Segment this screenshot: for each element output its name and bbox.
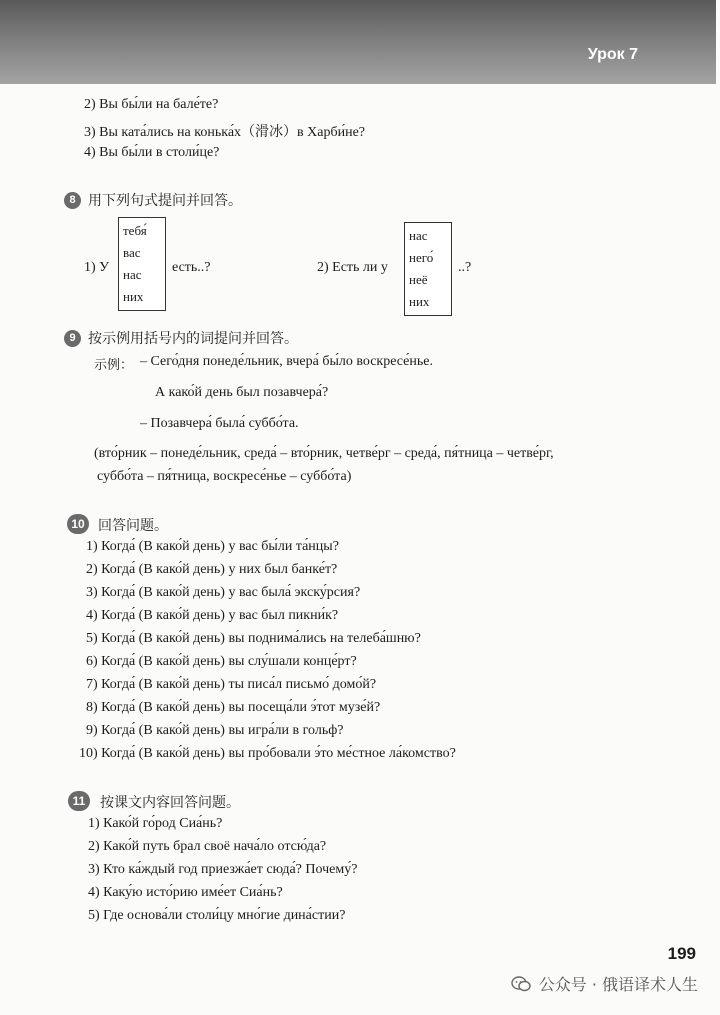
example-line: – Позавчера́ была́ суббо́та. [140,416,299,431]
list-item: 4) Когда́ (В како́й день) у вас был пикни́к? [86,608,339,623]
exercise-11-title: 按课文内容回答问题。 [100,795,240,811]
list-item: 2) Вы бы́ли на бале́те? [84,97,219,112]
list-item: 1) Когда́ (В како́й день) у вас бы́ли та́нцы? [86,539,339,554]
list-item: 3) Вы ката́лись на конька́х（滑冰）в Харби́не? [84,125,365,140]
list-item: 5) Где основа́ли столи́цу мно́гие дина́стии? [88,908,346,923]
list-item: 9) Когда́ (В како́й день) вы игра́ли в гольф? [86,723,344,738]
option: них [123,289,144,304]
list-item: 1) Како́й го́род Сиа́нь? [88,816,223,831]
example-label: 示例： [94,358,134,373]
list-item: 2) Когда́ (В како́й день) у них был банке́т? [86,562,338,577]
exercise-8-title: 用下列句式提问并回答。 [88,193,242,209]
word-pairs-line: (вто́рник – понеде́льник, среда́ – вто́рник, четве́рг – среда́, пя́тница – четве́рг, [94,446,554,461]
ex8-part1-prefix: 1) У [84,260,110,275]
list-item: 7) Когда́ (В како́й день) ты писа́л письмо́ домо́й? [86,677,377,692]
list-item: 8) Когда́ (В како́й день) вы посеща́ли э́тот музе́й? [86,700,381,715]
ex8-part2-options-box [404,222,452,316]
word-pairs-line: суббо́та – пя́тница, воскресе́нье – суббо́та) [97,469,352,484]
option: них [409,294,430,309]
page-number: 199 [667,944,696,963]
exercise-10-badge: 10 [67,514,89,534]
option: него́ [409,250,434,265]
option: нас [409,228,428,243]
ex8-part1-options-box [118,217,166,311]
exercise-9-title: 按示例用括号内的词提问并回答。 [88,331,298,347]
list-item: 3) Когда́ (В како́й день) у вас была́ экску́рсия? [86,585,361,600]
option: тебя́ [123,223,147,238]
exercise-8-badge: 8 [64,192,81,209]
list-item: 6) Когда́ (В како́й день) вы слу́шали конце́рт? [86,654,357,669]
ex8-part2-suffix: ..? [458,260,472,275]
exercise-9-badge: 9 [64,330,81,347]
list-item: 2) Како́й путь брал своё нача́ло отсю́да? [88,839,327,854]
watermark [511,972,698,995]
example-line: А како́й день был позавчера́? [155,385,329,400]
option: вас [123,245,141,260]
list-item: 10) Когда́ (В како́й день) вы про́бовали э́то ме́стное ла́комство? [79,746,456,761]
list-item: 5) Когда́ (В како́й день) вы поднима́лись на телеба́шню? [86,631,421,646]
ex8-part2-prefix: 2) Есть ли у [317,260,388,275]
example-line: – Сего́дня понеде́льник, вчера́ бы́ло воскресе́нье. [140,354,433,369]
option: неё [409,272,428,287]
list-item: 4) Каку́ю исто́рию име́ет Сиа́нь? [88,885,283,900]
header-banner [0,0,716,84]
exercise-10-title: 回答问题。 [98,518,168,534]
ex8-part1-suffix: есть..? [172,260,211,275]
watermark-text: 公众号 · 俄语译术人生 [538,975,698,994]
exercise-11-badge: 11 [68,791,90,811]
option: нас [123,267,142,282]
wechat-icon [511,976,531,992]
list-item: 3) Кто ка́ждый год приезжа́ет сюда́? Почему́? [88,862,358,877]
list-item: 4) Вы бы́ли в столи́це? [84,145,220,160]
lesson-title: Урок 7 [587,46,638,63]
